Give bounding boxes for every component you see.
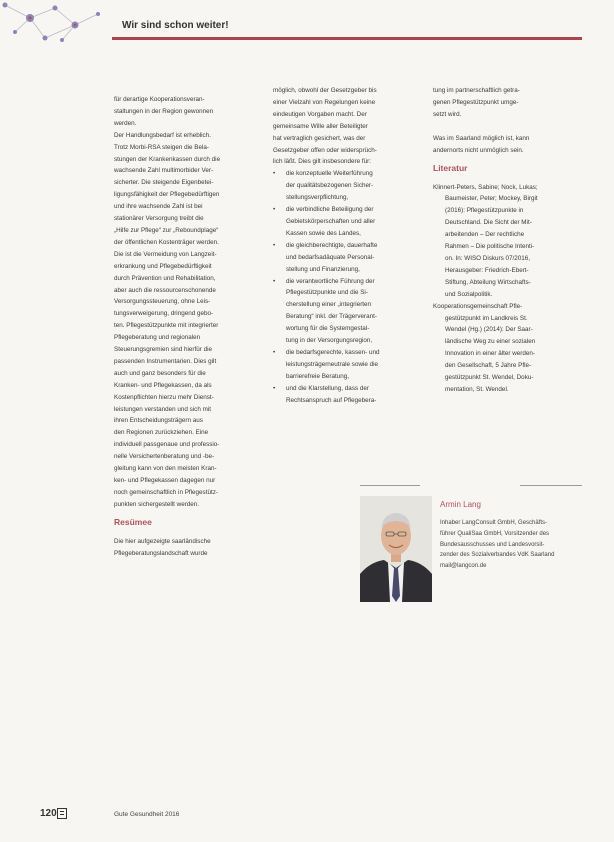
bullet-icon: • bbox=[273, 348, 276, 356]
text-line: auch und ganz besonders für die bbox=[114, 369, 206, 377]
text-line: aber auch die ressourcenschonende bbox=[114, 286, 216, 294]
column-right-closing bbox=[433, 133, 583, 157]
text-line: Was im Saarland möglich ist, kann bbox=[433, 134, 530, 142]
text-line: barrierefreie Beratung, bbox=[286, 372, 350, 380]
bullet-list bbox=[273, 168, 421, 406]
text-line: Kostenpflichten hierzu mehr Dienst- bbox=[114, 393, 214, 401]
reference-list bbox=[433, 182, 583, 396]
text-line: möglich, obwohl der Gesetzgeber bis bbox=[273, 87, 377, 94]
text-line: eindeutigen Vorgaben macht. Der bbox=[273, 110, 367, 118]
text-line: für derartige Kooperationsveran- bbox=[114, 96, 205, 103]
text-line: andernorts nicht unmöglich sein. bbox=[433, 146, 524, 154]
text-line: der qualitätsbezogenen Sicher- bbox=[286, 182, 374, 190]
text-line: Deutschland. Die Sicht der Mit- bbox=[445, 219, 532, 227]
column-left-resuemee-body bbox=[114, 536, 262, 560]
text-line: Kooperationsgemeinschaft Pfle- bbox=[433, 302, 523, 310]
text-line: Steuerungsgremien sind hierfür die bbox=[114, 346, 213, 354]
author-photo bbox=[360, 496, 432, 602]
bullet-item bbox=[273, 204, 421, 240]
text-line: ländische Weg zu einer sozialen bbox=[445, 338, 536, 346]
text-line: Klinnert-Peters, Sabine; Nock, Lukas; bbox=[433, 183, 538, 191]
text-line: tungsverweigerung, dringend gebo- bbox=[114, 310, 214, 318]
text-line: gestützpunkt im Landkreis St. bbox=[445, 314, 528, 322]
text-line: stellung und Finanzierung, bbox=[286, 265, 360, 273]
page-number: 120 bbox=[40, 808, 57, 819]
bullet-item bbox=[273, 168, 421, 204]
text-line: Kassen sowie des Landes, bbox=[286, 229, 361, 237]
publication-name: Gute Gesundheit 2016 bbox=[114, 811, 180, 818]
text-line: mentation, St. Wendel. bbox=[445, 385, 509, 393]
text-line: ten. Pflegestützpunkte mit integrierter bbox=[114, 322, 219, 330]
text-line: Beratung“ inkl. der Trägerverant- bbox=[286, 313, 377, 321]
author-bio-line: führer QualiSaa GmbH, Vorsitzender des bbox=[440, 530, 550, 537]
text-line: gestützpunkt St. Wendel, Doku- bbox=[445, 374, 534, 382]
text-line: stationärer Versorgung treibt die bbox=[114, 215, 204, 223]
text-line: Rechtsanspruch auf Pflegebera- bbox=[286, 396, 377, 404]
text-line: und bedarfsadäquate Personal- bbox=[286, 253, 375, 261]
text-line: den Regionen zurückziehen. Eine bbox=[114, 429, 209, 437]
bullet-icon: • bbox=[273, 170, 276, 178]
text-line: stungen der Krankenkassen durch die bbox=[114, 155, 221, 163]
text-line: Innovation in einer älter werden- bbox=[445, 350, 535, 358]
text-line: die bedarfsgerechte, kassen- und bbox=[286, 348, 380, 356]
text-line: nelle Versichertenberatung und -be- bbox=[114, 453, 215, 461]
text-line: und Sozialpolitik. bbox=[445, 290, 493, 298]
text-line: Trotz Morbi-RSA steigen die Bela- bbox=[114, 143, 209, 151]
molecule-decoration bbox=[0, 0, 110, 45]
text-line: tung in der Versorgungsregion, bbox=[286, 337, 373, 345]
text-line: on. In: WISO Diskurs 07/2016, bbox=[445, 254, 531, 262]
text-line: Stiftung, Abteilung Wirtschafts- bbox=[445, 278, 531, 286]
author-divider-left bbox=[360, 485, 420, 486]
text-line: Versorgungssteuerung, ohne Leis- bbox=[114, 298, 211, 306]
header-rule bbox=[112, 37, 582, 40]
text-line: die gleichberechtigte, dauerhafte bbox=[286, 241, 378, 249]
text-line: staltungen in der Region gewonnen bbox=[114, 107, 214, 115]
bullet-item bbox=[273, 240, 421, 276]
bullet-icon: • bbox=[273, 277, 276, 285]
text-line: Die ist die Vermeidung von Langzeit- bbox=[114, 250, 217, 258]
text-line: gleitung kann von den meisten Kran- bbox=[114, 465, 217, 473]
text-line: Pflegestützpunkte und die Si- bbox=[286, 289, 368, 297]
author-name: Armin Lang bbox=[440, 500, 481, 509]
text-line: werden. bbox=[114, 119, 137, 127]
text-line: „Hilfe zur Pflege“ zur „Reboundplage“ bbox=[114, 226, 219, 234]
text-line: Pflegeberatungslandschaft wurde bbox=[114, 549, 208, 557]
text-line: cherstellung einer „integrierten bbox=[286, 301, 372, 309]
text-line: Wendel (Hg.) (2014): Der Saar- bbox=[445, 326, 533, 334]
author-bio-line: mail@langcon.de bbox=[440, 563, 487, 570]
text-line: einer Vielzahl von Regelungen keine bbox=[273, 98, 376, 106]
text-line: Herausgeber: Friedrich-Ebert- bbox=[445, 266, 529, 274]
text-line: noch gemeinschaftlich in Pflegestütz- bbox=[114, 488, 218, 496]
text-line: gemeinsame Wille aller Beteiligter bbox=[273, 122, 368, 130]
text-line: erkrankung und Pflegebedürftigkeit bbox=[114, 262, 212, 270]
text-line: wortung für die Systemgestal- bbox=[286, 325, 370, 333]
bullet-item bbox=[273, 347, 421, 383]
text-line: die verantwortliche Führung der bbox=[286, 277, 375, 285]
column-middle-intro bbox=[273, 85, 421, 168]
text-line: tung im partnerschaftlich getra- bbox=[433, 87, 520, 94]
header-title: Wir sind schon weiter! bbox=[122, 20, 229, 31]
text-line: Kranken- und Pflegekassen, da als bbox=[114, 381, 212, 389]
text-line: genen Pflegestützpunkt umge- bbox=[433, 98, 519, 106]
column-left-body bbox=[114, 94, 262, 511]
bullet-icon: • bbox=[273, 384, 276, 392]
bullet-item bbox=[273, 276, 421, 347]
text-line: arbeitenden – Der rechtliche bbox=[445, 231, 525, 239]
reference-item bbox=[433, 301, 583, 396]
text-line: punkten sichergestellt werden. bbox=[114, 500, 200, 508]
text-line: durch Prävention und Rehabilitation, bbox=[114, 274, 216, 282]
bullet-icon: • bbox=[273, 241, 276, 249]
text-line: den Gesellschaft, 5 Jahre Pfle- bbox=[445, 362, 532, 370]
text-line: individuell passgenaue und professio- bbox=[114, 441, 220, 449]
text-line: und die Klarstellung, dass der bbox=[286, 384, 369, 392]
text-line: und ihre wachsende Zahl ist bei bbox=[114, 203, 203, 211]
text-line: setzt wird. bbox=[433, 110, 462, 118]
text-line: hat vertraglich gesichert, was der bbox=[273, 134, 366, 142]
text-line: lich läßt. Dies gilt insbesondere für: bbox=[273, 158, 371, 166]
text-line: (2016): Pflegestützpunkte in bbox=[445, 207, 524, 215]
column-left bbox=[114, 94, 262, 560]
text-line: Die hier aufgezeigte saarländische bbox=[114, 537, 211, 545]
text-line: ihren Entscheidungsträgern aus bbox=[114, 417, 203, 425]
text-line: der öffentlichen Kostenträger werden. bbox=[114, 238, 219, 246]
text-line: ligungsfähigkeit der Pflegebedürftigen bbox=[114, 191, 220, 199]
text-line: sicherter. Die steigende Eigenbetei- bbox=[114, 179, 214, 187]
author-bio-line: Inhaber LangConsult GmbH, Geschäfts- bbox=[440, 520, 548, 526]
page-icon bbox=[57, 808, 67, 819]
column-right bbox=[433, 85, 583, 396]
reference-item bbox=[433, 182, 583, 301]
column-right-body bbox=[433, 85, 583, 121]
text-line: die verbindliche Beteiligung der bbox=[286, 206, 374, 214]
text-line: ken- und Pflegekassen dagegen nur bbox=[114, 477, 216, 484]
bullet-item bbox=[273, 383, 421, 407]
text-line: leistungsträgerneutrale sowie die bbox=[286, 360, 379, 368]
text-line: Pflegeberatung und regionalen bbox=[114, 334, 201, 342]
bullet-icon: • bbox=[273, 206, 276, 214]
text-line: passenden Instrumentarien. Dies gilt bbox=[114, 357, 217, 365]
text-line: stellungsverpflichtung, bbox=[286, 194, 349, 202]
text-line: Der Handlungsbedarf ist erheblich. bbox=[114, 131, 211, 139]
author-bio-line: Bundesausschusses und Landesvorsit- bbox=[440, 541, 545, 548]
text-line: Gesetzgeber offen oder widersprüch- bbox=[273, 146, 377, 154]
text-line: Rahmen – Die politische Intenti- bbox=[445, 243, 535, 251]
text-line: leistungen verstanden und sich mit bbox=[114, 405, 211, 413]
author-bio bbox=[440, 518, 554, 572]
text-line: wachsende Zahl multimorbider Ver- bbox=[114, 167, 214, 175]
section-title-literatur: Literatur bbox=[433, 162, 468, 173]
column-middle bbox=[273, 85, 421, 406]
author-divider-right bbox=[520, 485, 582, 486]
author-bio-line: zender des Sozialverbandes VdK Saarland bbox=[440, 552, 555, 559]
text-line: Baumeister, Peter; Mockey, Birgit bbox=[445, 195, 538, 203]
text-line: Gebietskörperschaften und aller bbox=[286, 217, 376, 225]
text-line: die konzeptuelle Weiterführung bbox=[286, 170, 373, 178]
section-title-resuemee: Resümee bbox=[114, 516, 152, 527]
